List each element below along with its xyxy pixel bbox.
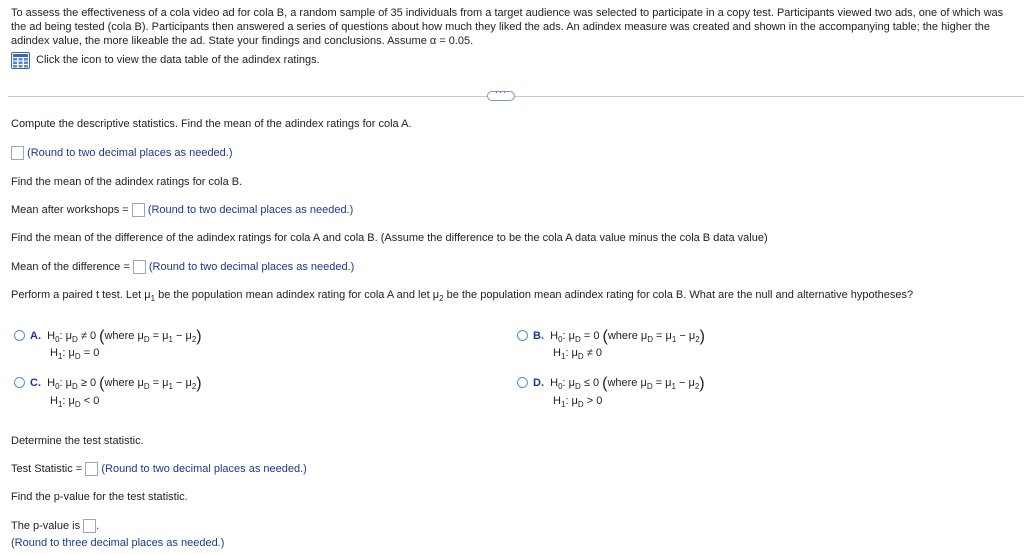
option-b-h1: $H_1$: $\mu_D \ne 0$ (553, 347, 602, 361)
data-table-icon[interactable] (11, 52, 30, 69)
answer-input-mean-cola-b[interactable] (132, 203, 145, 217)
question-p-value: Find the p-value for the test statistic. (11, 491, 188, 503)
option-b-h0[interactable]: B. $H_0$: $\mu_D = 0$ (where $\mu_D = \mu_1 - \mu_2$) (533, 328, 705, 345)
option-a-h1: $H_1$: $\mu_D = 0$ (50, 347, 100, 361)
option-d-h1: $H_1$: $\mu_D > 0$ (553, 395, 603, 409)
problem-statement: To assess the effectiveness of a cola video ad for cola B, a random sample of 35 individuals from a target audience was selected to participate in a copy test. Participants viewed two ads, one of which was the ad being tested (cola B). Participants then answered a series of questions about how much they liked the ads. An adindex measure was created and shown in the accompanying table; the higher the adindex value, the more likeable the ad. State your findings and conclusions. Assume α = 0.05. (11, 7, 1004, 47)
p-value-label: The p-value is (11, 519, 81, 532)
option-d-radio[interactable] (517, 377, 528, 388)
mean-difference-label: Mean of the difference = (11, 260, 130, 273)
divider (8, 96, 1024, 97)
rounding-hint: (Round to three decimal places as needed.) (11, 537, 225, 549)
answer-input-mean-cola-a[interactable] (11, 146, 24, 160)
question-mean-cola-a: Compute the descriptive statistics. Find the mean of the adindex ratings for cola A. (11, 118, 412, 130)
data-table-link-text: Click the icon to view the data table of the adindex ratings. (36, 54, 320, 66)
option-c-h0[interactable]: C. $H_0$: $\mu_D \ge 0$ (where $\mu_D = \mu_1 - \mu_2$) (30, 375, 202, 392)
expand-more-button[interactable]: ··· (487, 91, 515, 101)
option-c-h1: $H_1$: $\mu_D < 0$ (50, 395, 100, 409)
option-b-radio[interactable] (517, 330, 528, 341)
option-c-radio[interactable] (14, 377, 25, 388)
option-d-h0[interactable]: D. $H_0$: $\mu_D \le 0$ (where $\mu_D = \mu_1 - \mu_2$) (533, 375, 705, 392)
rounding-hint: (Round to two decimal places as needed.) (148, 260, 355, 273)
option-a-h0[interactable]: A. $H_0$: $\mu_D \ne 0$ (where $\mu_D = \mu_1 - \mu_2$) (30, 328, 202, 345)
test-statistic-label: Test Statistic = (11, 462, 83, 475)
question-test-statistic: Determine the test statistic. (11, 435, 144, 447)
option-a-radio[interactable] (14, 330, 25, 341)
answer-input-p-value[interactable] (83, 519, 96, 533)
question-hypotheses: Perform a paired t test. Let $\mu_1$ be the population mean adindex rating for cola A and let $\mu_2$ be the population mean adindex rating for cola B. What are the null and alternative hypotheses? (11, 289, 914, 303)
mean-after-label: Mean after workshops = (11, 203, 129, 216)
rounding-hint: (Round to two decimal places as needed.) (27, 146, 233, 159)
answer-input-mean-difference[interactable] (133, 260, 146, 274)
rounding-hint: (Round to two decimal places as needed.) (101, 462, 307, 475)
question-mean-cola-b: Find the mean of the adindex ratings for cola B. (11, 176, 243, 188)
answer-input-test-statistic[interactable] (85, 462, 98, 476)
question-mean-difference: Find the mean of the difference of the adindex ratings for cola A and cola B. (Assume the difference to be the cola A data value minus the cola B data value) (11, 232, 768, 244)
rounding-hint: (Round to two decimal places as needed.) (147, 203, 354, 216)
